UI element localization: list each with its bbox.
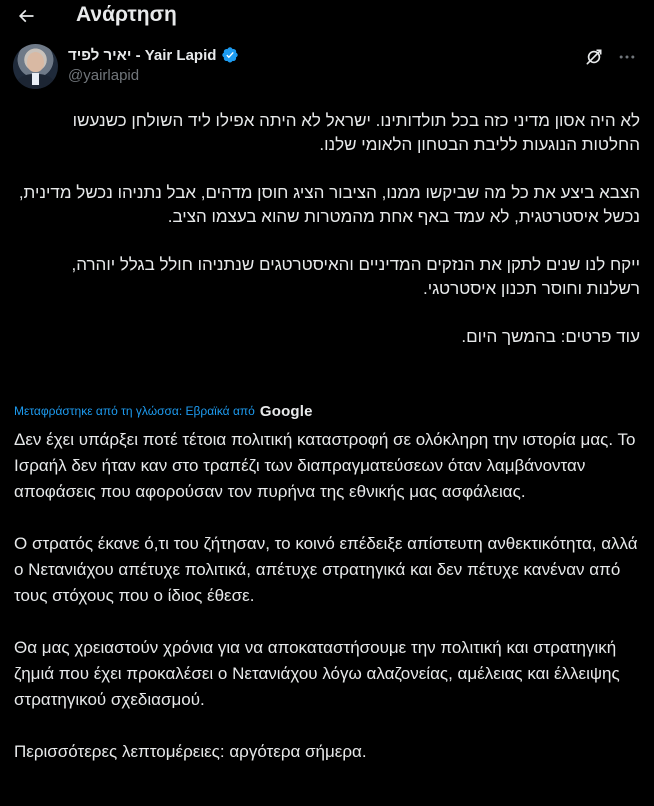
translated-paragraph: Θα μας χρειαστούν χρόνια για να αποκαταστήσουμε την πολιτική και στρατηγική ζημιά που έχει προκαλέσει ο Νετανιάχου λόγω αλαζονείας, αμέλειας και έλλειψης στρατηγικού σχεδιασμού. [14, 638, 620, 709]
grok-icon [584, 47, 604, 67]
back-button[interactable] [12, 2, 40, 30]
post-author [0, 42, 654, 92]
more-options-button[interactable] [614, 46, 640, 68]
translation-label[interactable]: Μεταφράστηκε από τη γλώσσα: Εβραϊκά από [14, 404, 255, 418]
post-paragraph: עוד פרטים: בהמשך היום. [461, 327, 640, 346]
translated-paragraph: Δεν έχει υπάρξει ποτέ τέτοια πολιτική καταστροφή σε ολόκληρη την ιστορία μας. Το Ισραήλ δεν ήταν καν στο τραπέζι των διαπραγματεύσεων όταν λαμβάνονταν αποφάσεις που αφορούσαν τον πυρήνα της εθνικής μας ασφάλειας. [14, 430, 636, 501]
author-handle[interactable]: @yairlapid [68, 67, 140, 84]
post-paragraph: ייקח לנו שנים לתקן את הנזקים המדיניים והאיסטרטגים שנתניהו חולל בגלל יוהרה, רשלנות וחוסר תכנון איסטרטגי. [71, 255, 640, 298]
verified-badge-icon[interactable] [221, 46, 239, 64]
google-logo: Google [259, 402, 313, 420]
post-paragraph: לא היה אסון מדיני כזה בכל תולדותינו. ישראל לא היתה אפילו ליד השולחן כשנעשו החלטות הנוגעות לליבת הבטחון הלאומי שלנו. [72, 111, 640, 154]
post-text-original [14, 109, 640, 349]
top-bar [0, 0, 654, 34]
post-text-translated [14, 427, 640, 765]
author-name-line [68, 46, 239, 64]
post-paragraph: הצבא ביצע את כל מה שביקשו ממנו, הציבור הציג חוסן מדהים, אבל נתניהו נכשל מדינית, נכשל איסטרטגית, לא עמד באף אחת מהמטרות שהוא בעצמו הציב. [18, 183, 640, 226]
more-horizontal-icon [617, 47, 637, 67]
author-display-name[interactable]: יאיר לפיד - Yair Lapid [68, 46, 217, 64]
translated-paragraph: Ο στρατός έκανε ό,τι του ζήτησαν, το κοινό επέδειξε απίστευτη ανθεκτικότητα, αλλά ο Νετανιάχου απέτυχε πολιτικά, απέτυχε στρατηγικά και δεν πέτυχε κανέναν από τους στόχους που ο ίδιος έθεσε. [14, 534, 638, 605]
arrow-left-icon [16, 6, 36, 26]
page-title: Ανάρτηση [76, 3, 177, 26]
grok-button[interactable] [583, 46, 605, 68]
avatar[interactable] [13, 44, 58, 89]
translation-attribution [14, 401, 313, 421]
translated-paragraph: Περισσότερες λεπτομέρειες: αργότερα σήμερα. [14, 742, 367, 761]
